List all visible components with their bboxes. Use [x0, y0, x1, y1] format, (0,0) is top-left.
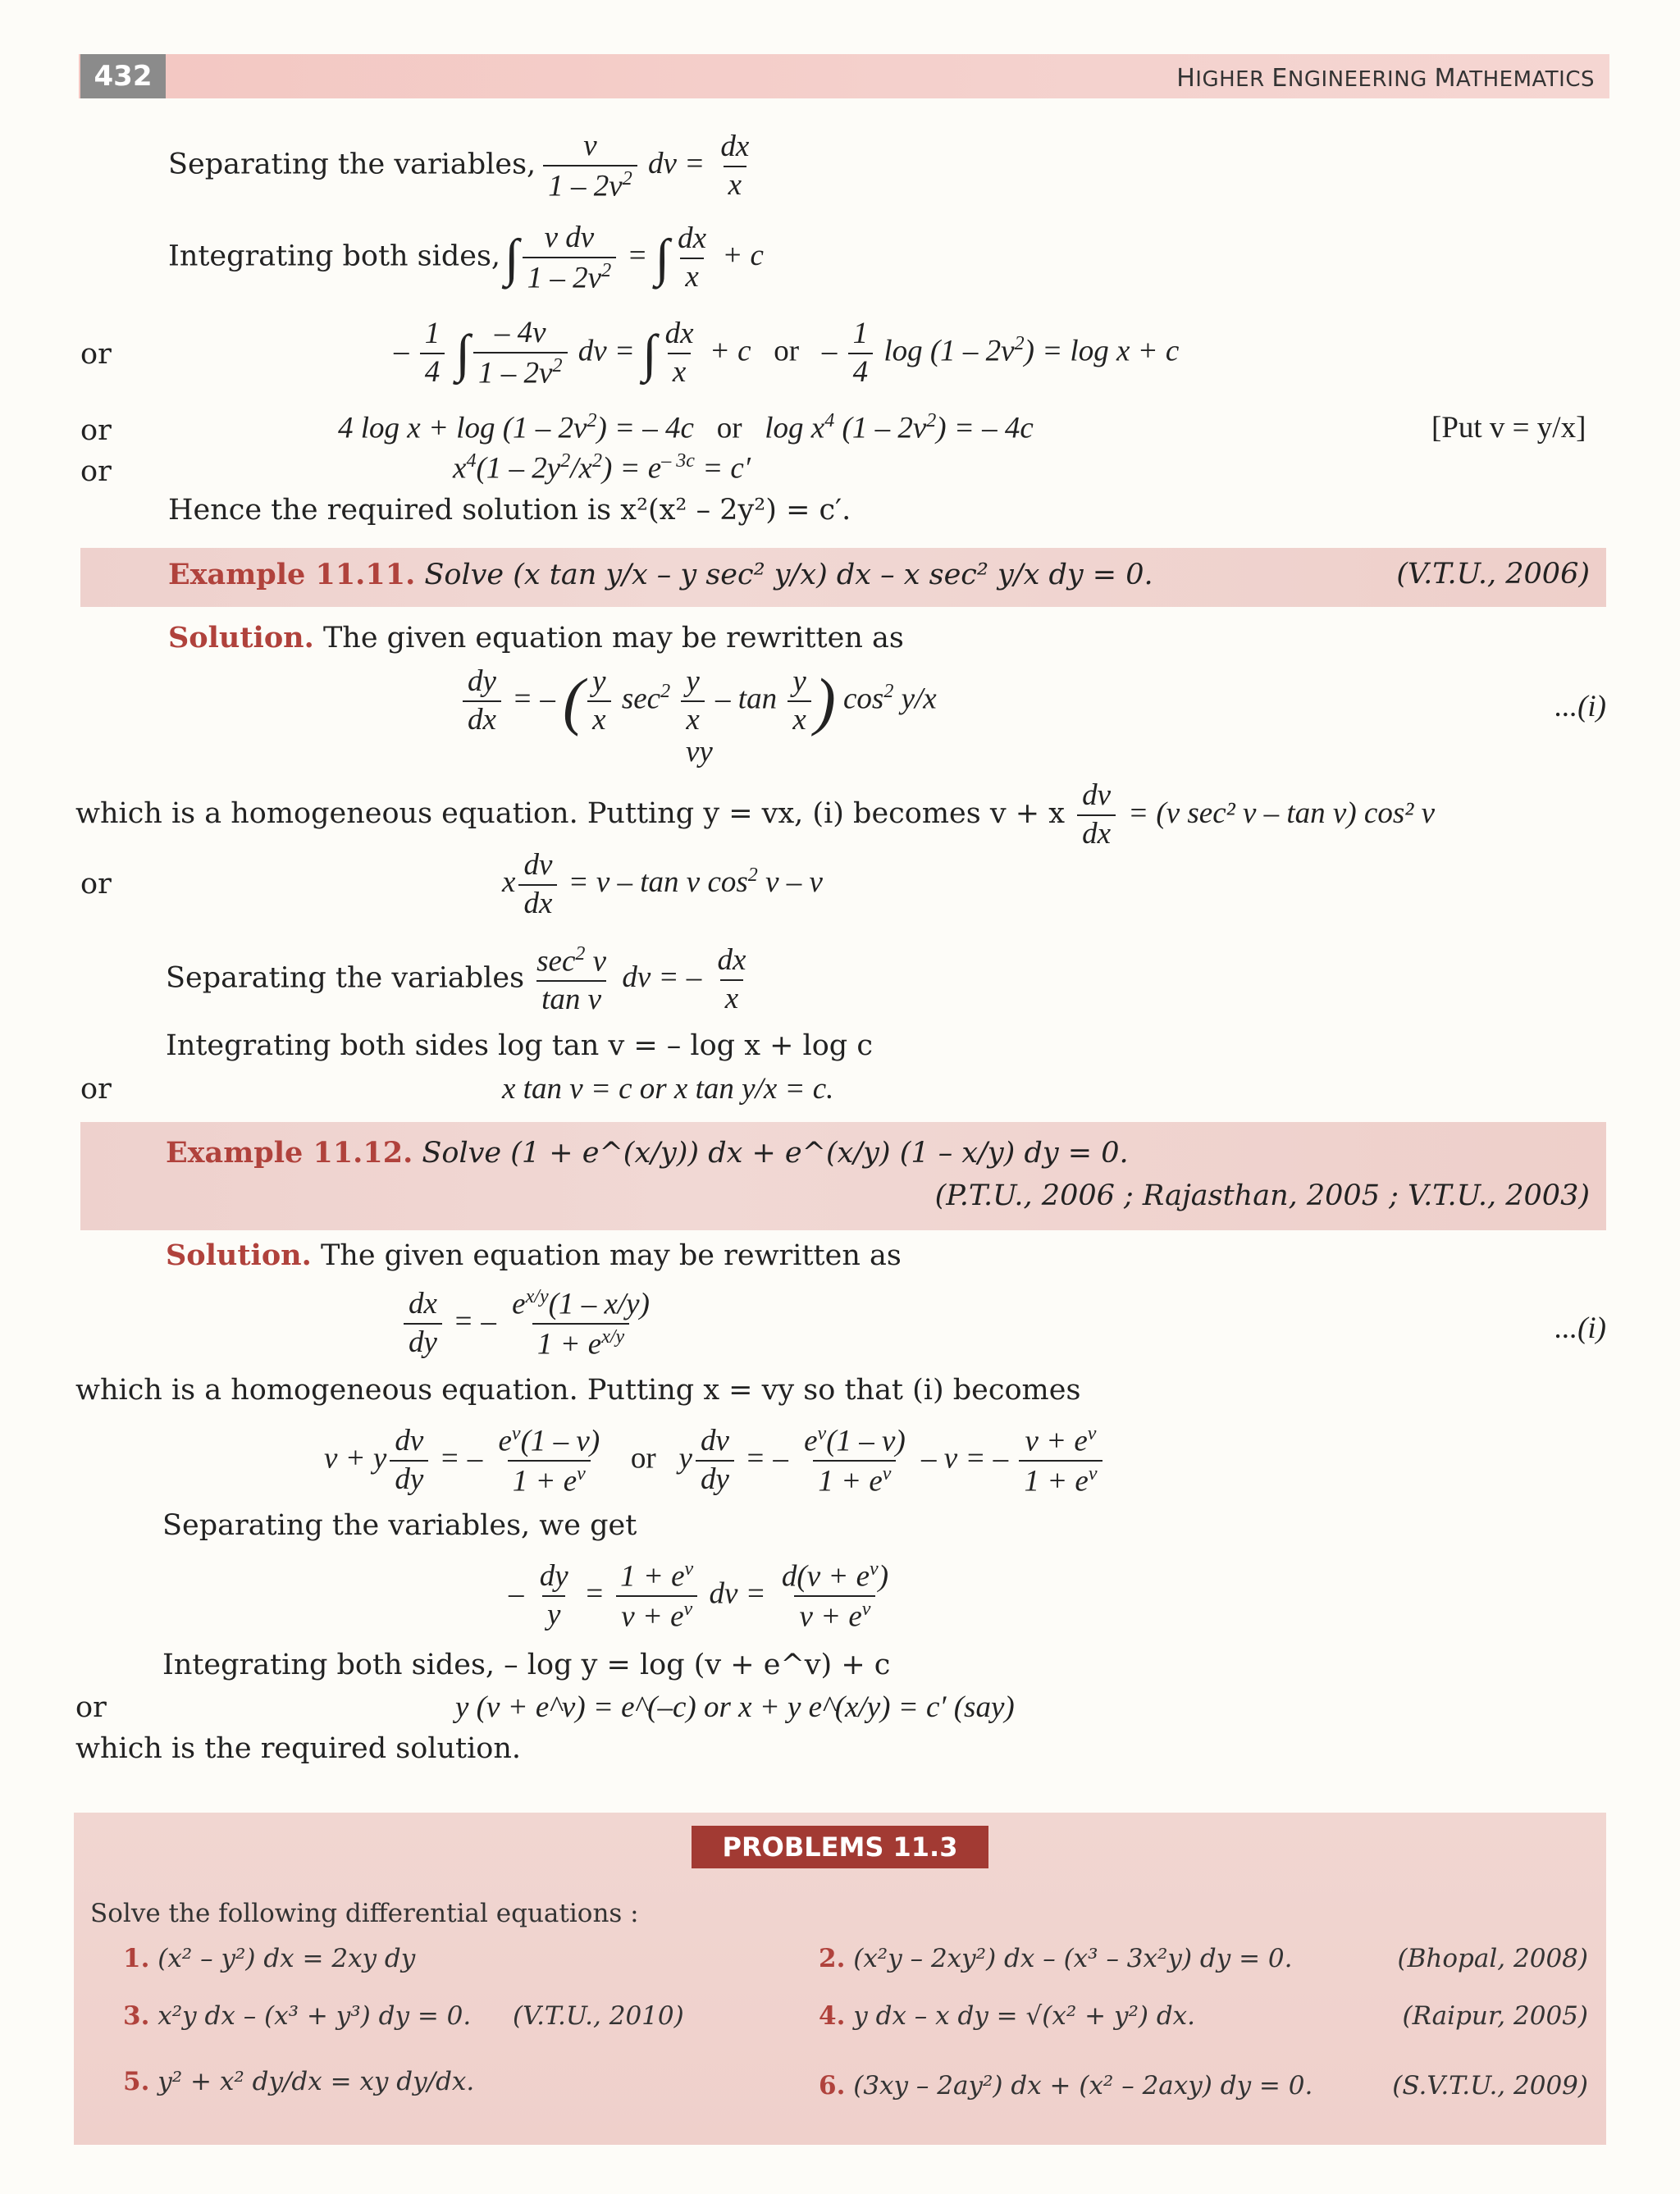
required-solution: which is the required solution. [75, 1732, 522, 1765]
solution-11-11-intro [168, 621, 904, 655]
example-11-11-source: (V.T.U., 2006) [1396, 558, 1590, 591]
problem-number: 4. [819, 2001, 846, 2031]
equation-xtan: x tan v = c or x tan y/x = c. [502, 1072, 834, 1106]
integrating-equation: ∫ $\frac{\text{v dv}}{1 - 2v^2}$ = ∫ $\frac{dx}{x}$ + c [504, 221, 764, 295]
equation-v-plus-y: v + y $\frac{dv}{dy}$ = – $\frac{e^v(1 - v)}{1 + e^v}$ or y $\frac{dv}{dy}$ = – $\frac{e^v(1 - v)}{1 + e^v}$ – v = – $\frac{v + e^v}{1 + e^v}$ [324, 1423, 1106, 1498]
equation-dxdy-12: $\frac{dx}{dy}$ = – $\frac{e^{x/y}(1 - x/y)}{1 + e^{x/y}}$ [400, 1286, 658, 1362]
vy-term: vy [686, 735, 713, 769]
solution-label-2: Solution. [166, 1238, 312, 1272]
problem-number: 1. [123, 1944, 150, 1973]
problem-equation: (x² – y²) dx = 2xy dy [158, 1944, 416, 1973]
problem-item [819, 1944, 1293, 1973]
example-11-11-title [168, 558, 1153, 591]
separating-label: Separating the variables, [168, 148, 536, 181]
equation-dydx-11: $\frac{dy}{dx}$ = – ( $\frac{y}{x}$ $\sec^2$ $\frac{y}{x}$ – tan $\frac{y}{x}$ ) $\cos^2 y/x$ [459, 664, 937, 738]
equation-ref-1: ...(i) [1554, 690, 1606, 723]
equation-dy-y: – $\frac{dy}{y}$ = $\frac{1 + e^v}{v + e^v}$ dv = $\frac{d(v + e^v)}{v + e^v}$ [509, 1558, 889, 1634]
solution-label-1: Solution. [168, 621, 314, 655]
homogeneous-line-1 [75, 779, 1435, 851]
equation-4logx: 4 $\log x + \log (1 - 2v^2)$ = – 4c or $\log x^4$ $(1 - 2v^2)$ = – 4c [338, 410, 1034, 445]
solution-11-12-intro [166, 1238, 902, 1272]
equation-x4: $x^4(1 - 2y^2/x^2) = e^{- 3c} = c'$ [453, 450, 751, 486]
or-label-1: or [80, 338, 112, 371]
equation-ref-2: ...(i) [1554, 1311, 1606, 1345]
separating-line-2 [166, 943, 754, 1017]
problem-number: 2. [819, 1944, 846, 1973]
or-label-3: or [80, 455, 112, 488]
integrating-log-y: Integrating both sides, – log y = log (v + e^v) + c [162, 1649, 891, 1681]
book-title: HIGHER ENGINEERING MATHEMATICS [1176, 64, 1595, 93]
dv-dx-fraction: $\frac{dv}{dx}$ [1077, 779, 1116, 851]
example-11-12-label: Example 11.12. [166, 1136, 413, 1170]
problem-number: 5. [123, 2067, 150, 2096]
hence-solution: Hence the required solution is x²(x² – 2y²) = c′. [168, 494, 851, 527]
problem-number: 3. [123, 2001, 150, 2031]
problem-source: (S.V.T.U., 2009) [1392, 2071, 1588, 2100]
separating-line [168, 130, 757, 203]
equation-integral-quarter: – $\frac{1}{4}$ ∫ $\frac{- 4v}{1 - 2v^2}$ dv = ∫ $\frac{dx}{x}$ + c or – $\frac{1}{4}$ $\log (1 - 2v^2) = \log x + c$ [394, 316, 1180, 390]
problem-item [819, 2071, 1312, 2100]
separating-label-2: Separating the variables [166, 961, 525, 995]
problem-equation: (x²y – 2xy²) dx – (x³ – 3x²y) dy = 0. [853, 1944, 1293, 1973]
problems-badge: PROBLEMS 11.3 [692, 1826, 988, 1868]
rewritten-text-2: The given equation may be rewritten as [320, 1239, 902, 1272]
problem-equation: y dx – x dy = √(x² + y²) dx. [853, 2001, 1196, 2031]
separating-equation: $\frac{v}{1 - 2v^2}$ dv = $\frac{dx}{x}$ [540, 147, 757, 180]
separating-equation-2: $\frac{\sec^2 v}{\text{tan v}}$ dv = – $\frac{dx}{x}$ [536, 943, 746, 1017]
or-label-6: or [75, 1691, 107, 1724]
page-number: 432 [80, 54, 166, 98]
example-11-11-statement: Solve (x tan y/x – y sec² y/x) dx – x sec² y/x dy = 0. [424, 559, 1153, 591]
example-11-12-source: (P.T.U., 2006 ; Rajasthan, 2005 ; V.T.U., 2003) [934, 1179, 1590, 1212]
problems-intro: Solve the following differential equations : [90, 1899, 639, 1928]
problem-item [819, 2001, 1195, 2031]
equation-final: y (v + e^v) = e^(–c) or x + y e^(x/y) = c′ (say) [455, 1690, 1015, 1724]
problem-source: (Raipur, 2005) [1402, 2001, 1588, 2031]
or-label-4: or [80, 868, 112, 901]
equation-x-dvdx: x $\frac{dv}{dx}$ = v – tan v $\cos^2 v$ – v [502, 848, 823, 920]
homogeneous-text-1: which is a homogeneous equation. Putting y = vx, (i) becomes v + x [75, 797, 1065, 831]
homogeneous-rhs-1: = (v sec² v – tan v) cos² v [1128, 796, 1435, 831]
problem-equation: (3xy – 2ay²) dx + (x² – 2axy) dy = 0. [853, 2071, 1313, 2100]
or-label-2: or [80, 414, 112, 447]
homogeneous-line-2: which is a homogeneous equation. Putting x = vy so that (i) becomes [75, 1374, 1081, 1407]
example-11-11-label: Example 11.11. [168, 558, 416, 591]
example-11-12-statement: Solve (1 + e^(x/y)) dx + e^(x/y) (1 – x/y) dy = 0. [422, 1137, 1129, 1170]
integrating-label: Integrating both sides, [168, 239, 501, 273]
or-label-5: or [80, 1073, 112, 1106]
integrating-log-tan: Integrating both sides log tan v = – log x + log c [166, 1029, 873, 1062]
problem-source: (V.T.U., 2010) [513, 2001, 684, 2031]
problem-number: 6. [819, 2071, 846, 2100]
problem-equation: x²y dx – (x³ + y³) dy = 0. [158, 2001, 472, 2031]
problem-item [123, 1944, 415, 1973]
put-v-note: [Put v = y/x] [1431, 411, 1586, 445]
separating-we-get: Separating the variables, we get [162, 1509, 637, 1542]
problem-item [123, 2067, 474, 2096]
problem-source: (Bhopal, 2008) [1397, 1944, 1588, 1973]
example-11-12-title [166, 1136, 1129, 1170]
rewritten-text-1: The given equation may be rewritten as [322, 622, 904, 655]
problem-equation: y² + x² dy/dx = xy dy/dx. [158, 2067, 475, 2096]
problem-item [123, 2001, 471, 2031]
integrating-line [168, 221, 764, 295]
